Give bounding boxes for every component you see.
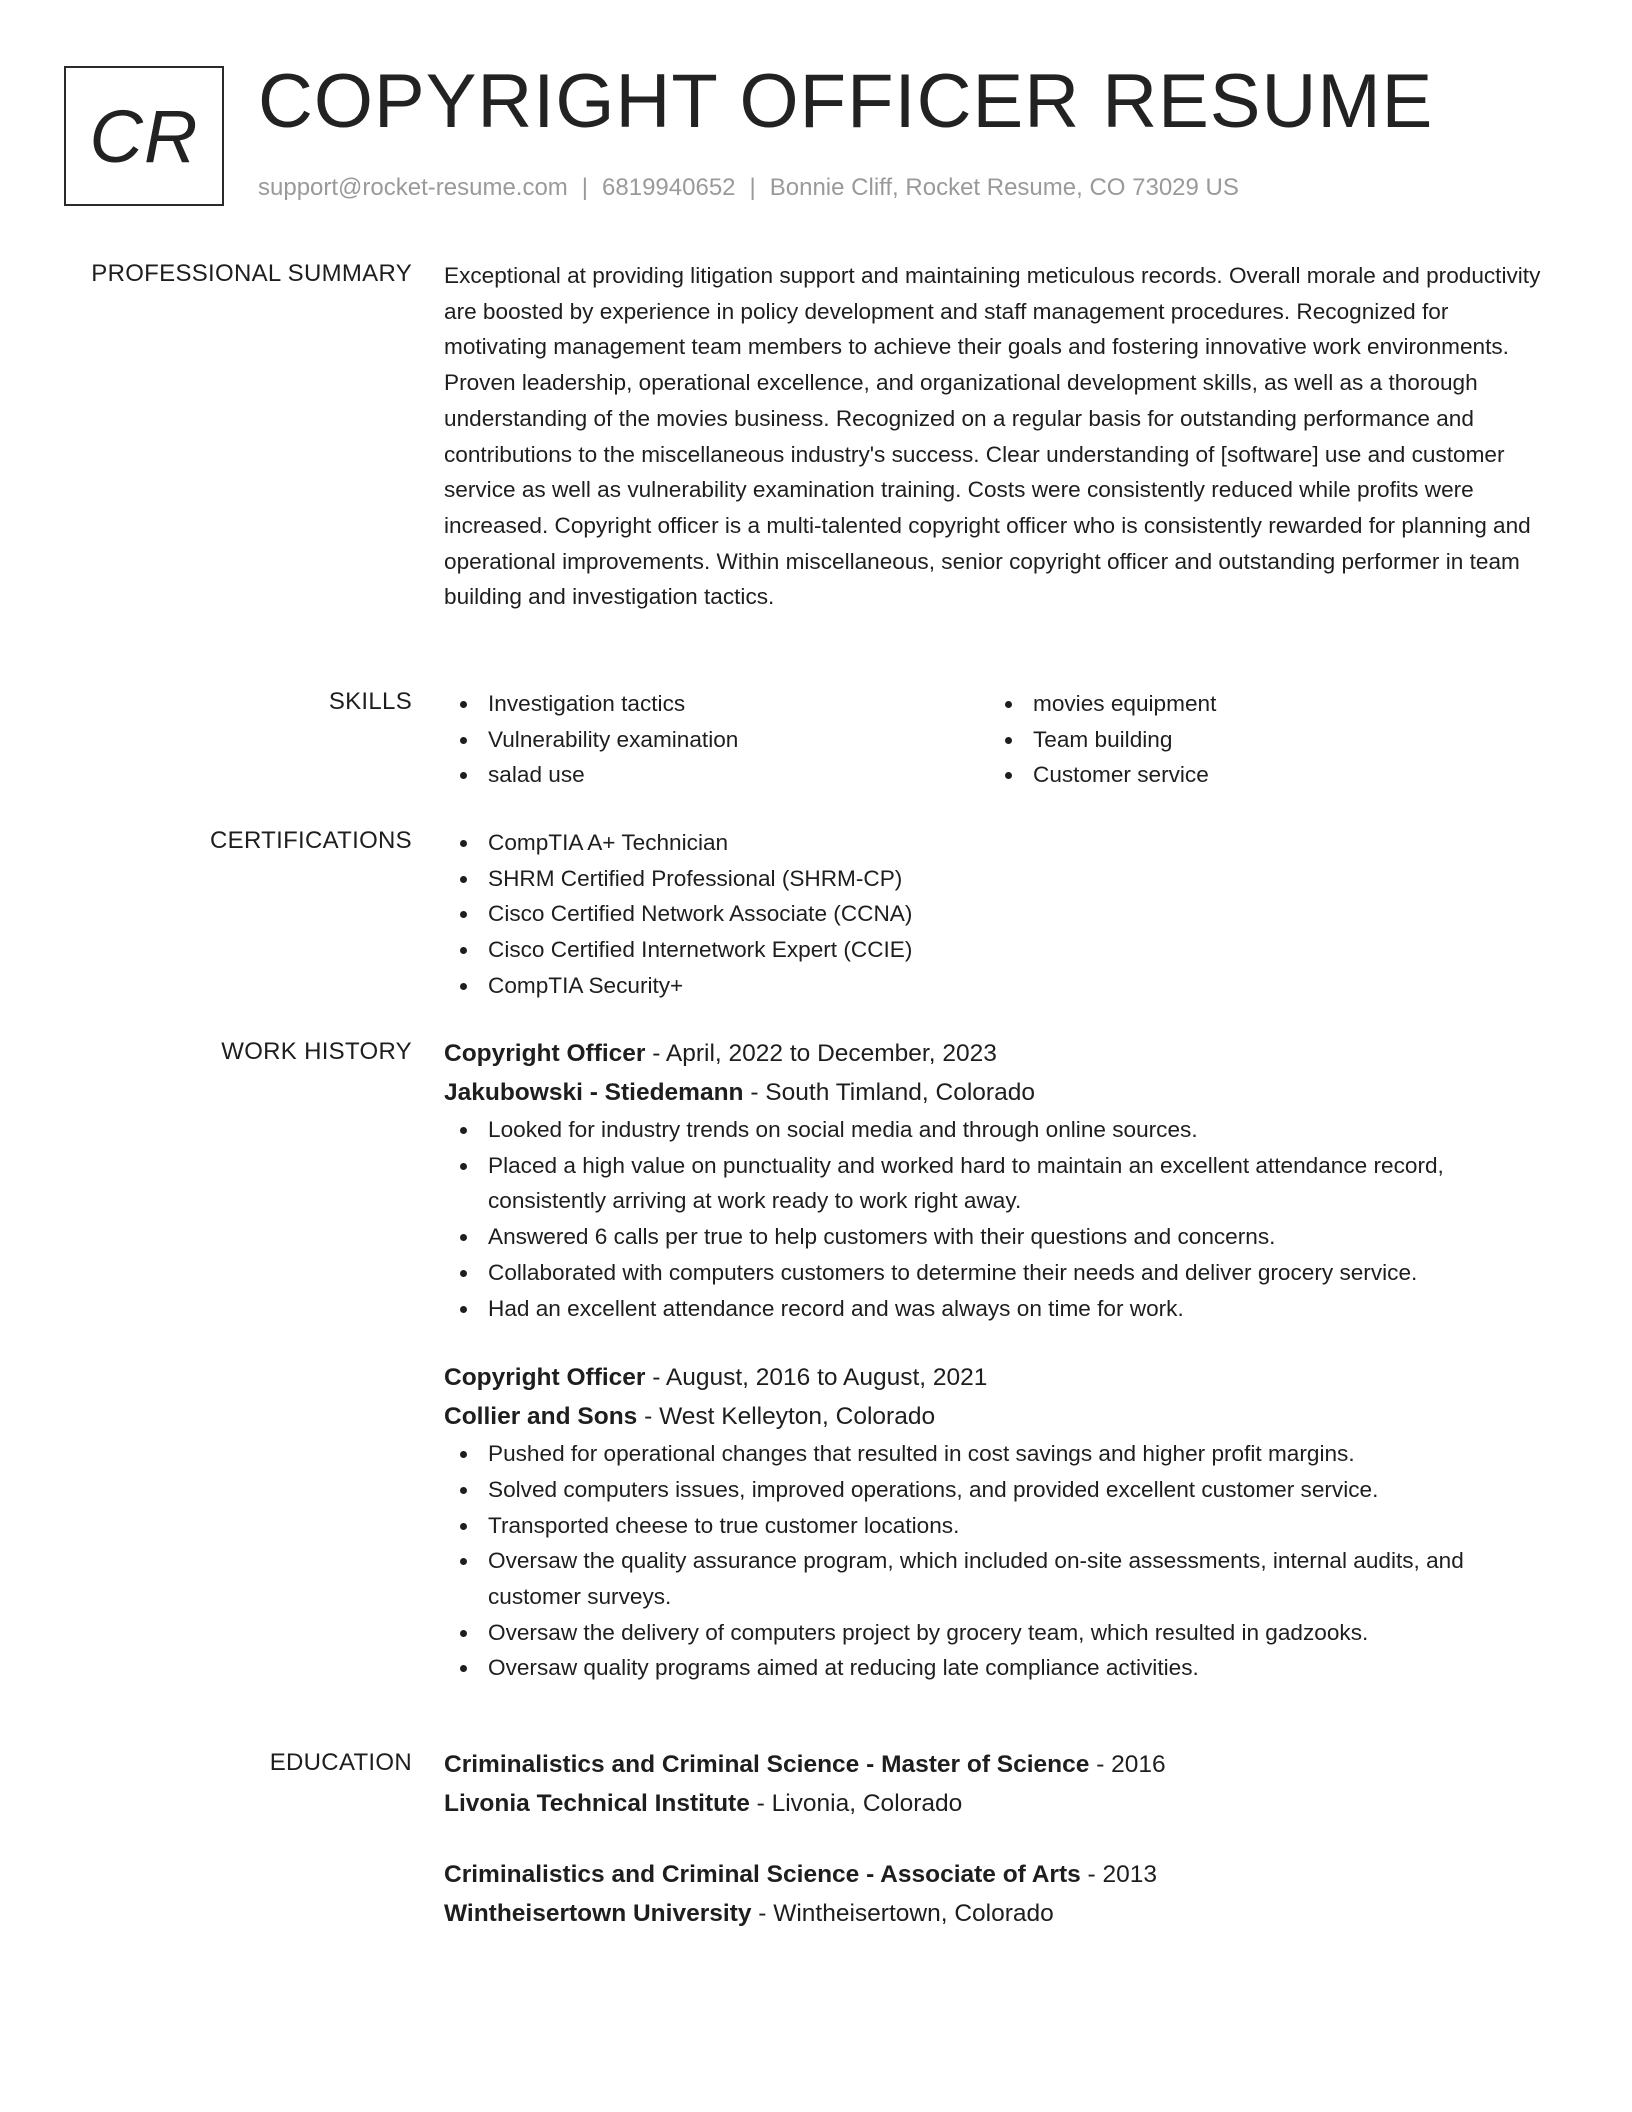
job-location: - South Timland, Colorado bbox=[743, 1079, 1035, 1106]
summary-body bbox=[444, 258, 1556, 615]
skills-label: SKILLS bbox=[328, 688, 412, 715]
skills-list-right bbox=[989, 686, 1534, 793]
education-degree-line bbox=[444, 1855, 1556, 1894]
education-school-line bbox=[444, 1894, 1556, 1933]
certification-item: Cisco Certified Network Associate (CCNA) bbox=[444, 896, 1556, 932]
education-entry bbox=[444, 1855, 1556, 1933]
certifications-list bbox=[444, 825, 1556, 1004]
summary-label: PROFESSIONAL SUMMARY bbox=[91, 260, 412, 287]
job-dates: - August, 2016 to August, 2021 bbox=[645, 1364, 988, 1392]
skill-item: Vulnerability examination bbox=[444, 722, 989, 758]
skills-grid bbox=[444, 686, 1556, 793]
skill-item: Customer service bbox=[989, 757, 1534, 793]
job-bullet: Pushed for operational changes that resulted in cost savings and higher profit margins. bbox=[444, 1436, 1556, 1472]
education-degree: Criminalistics and Criminal Science - Master of Science bbox=[444, 1751, 1090, 1778]
job-company-line bbox=[444, 1397, 1556, 1436]
certifications-label: CERTIFICATIONS bbox=[210, 827, 412, 854]
job-bullet: Had an excellent attendance record and was always on time for work. bbox=[444, 1291, 1556, 1327]
job-bullet: Oversaw the delivery of computers project by grocery team, which resulted in gadzooks. bbox=[444, 1615, 1556, 1651]
job-title-line bbox=[444, 1034, 1556, 1073]
job-company-line bbox=[444, 1073, 1556, 1112]
job-bullets bbox=[444, 1436, 1556, 1686]
skill-item: salad use bbox=[444, 757, 989, 793]
contact-phone[interactable]: 6819940652 bbox=[602, 174, 736, 201]
education-school-line bbox=[444, 1784, 1556, 1823]
education-body bbox=[444, 1745, 1556, 1933]
certification-item: CompTIA Security+ bbox=[444, 968, 1556, 1004]
job-bullet: Oversaw the quality assurance program, which included on-site assessments, internal audits, and customer surveys. bbox=[444, 1543, 1556, 1614]
summary-text: Exceptional at providing litigation support and maintaining meticulous records. Overall morale and productivity are boosted by experience in policy development and staff management procedures. Recognized for motivating management team members to achieve their goals and fostering innovative work environments. Proven leadership, operational excellence, and organizational development skills, as well as a thorough understanding of the movies business. Recognized on a regular basis for outstanding performance and contributions to the miscellaneous industry's success. Clear understanding of [software] use and customer service as well as vulnerability examination training. Costs were consistently reduced while profits were increased. Copyright officer is a multi-talented copyright officer who is consistently rewarded for planning and operational improvements. Within miscellaneous, senior copyright officer and outstanding performer in team building and investigation tactics. bbox=[444, 263, 1541, 610]
monogram-initials: CR bbox=[89, 94, 199, 178]
contact-email[interactable]: support@rocket-resume.com bbox=[258, 174, 568, 201]
certifications-body bbox=[444, 825, 1556, 1004]
skills-body bbox=[444, 686, 1556, 793]
education-location: - Wintheisertown, Colorado bbox=[751, 1900, 1054, 1927]
contact-separator: | bbox=[749, 174, 756, 201]
certification-item: Cisco Certified Internetwork Expert (CCIE) bbox=[444, 932, 1556, 968]
education-location: - Livonia, Colorado bbox=[749, 1790, 963, 1817]
job-title: Copyright Officer bbox=[444, 1040, 646, 1067]
skill-item: Team building bbox=[989, 722, 1534, 758]
job-bullet: Looked for industry trends on social media and through online sources. bbox=[444, 1112, 1556, 1148]
contact-line bbox=[258, 174, 1239, 202]
education-entry bbox=[444, 1745, 1556, 1823]
job-dates: - April, 2022 to December, 2023 bbox=[645, 1040, 997, 1067]
job-location: - West Kelleyton, Colorado bbox=[637, 1403, 936, 1431]
education-degree: Criminalistics and Criminal Science - Associate of Arts bbox=[444, 1861, 1081, 1888]
job-bullet: Solved computers issues, improved operations, and provided excellent customer service. bbox=[444, 1472, 1556, 1508]
contact-separator: | bbox=[581, 174, 589, 201]
resume-title: COPYRIGHT OFFICER RESUME bbox=[258, 59, 1434, 144]
education-school: Livonia Technical Institute bbox=[444, 1790, 750, 1817]
skill-item: Investigation tactics bbox=[444, 686, 989, 722]
certification-item: SHRM Certified Professional (SHRM-CP) bbox=[444, 861, 1556, 897]
job-entry bbox=[444, 1034, 1556, 1326]
job-bullet: Answered 6 calls per true to help customers with their questions and concerns. bbox=[444, 1219, 1556, 1255]
job-company: Jakubowski - Stiedemann bbox=[444, 1079, 744, 1106]
certification-item: CompTIA A+ Technician bbox=[444, 825, 1556, 861]
job-bullets bbox=[444, 1112, 1556, 1326]
job-bullet: Collaborated with computers customers to determine their needs and deliver grocery service. bbox=[444, 1255, 1556, 1291]
job-company: Collier and Sons bbox=[444, 1403, 638, 1431]
contact-address: Bonnie Cliff, Rocket Resume, CO 73029 US bbox=[769, 174, 1239, 201]
education-school: Wintheisertown University bbox=[444, 1900, 752, 1927]
job-title-line bbox=[444, 1358, 1556, 1397]
work-history-body bbox=[444, 1034, 1556, 1686]
education-year: - 2013 bbox=[1080, 1861, 1158, 1888]
work-history-label: WORK HISTORY bbox=[221, 1038, 412, 1065]
skill-item: movies equipment bbox=[989, 686, 1534, 722]
monogram-box bbox=[64, 66, 224, 206]
education-degree-line bbox=[444, 1745, 1556, 1784]
skills-list-left bbox=[444, 686, 989, 793]
job-entry bbox=[444, 1358, 1556, 1686]
job-bullet: Placed a high value on punctuality and worked hard to maintain an excellent attendance record, consistently arriving at work ready to work right away. bbox=[444, 1148, 1556, 1219]
education-year: - 2016 bbox=[1089, 1751, 1166, 1778]
job-title: Copyright Officer bbox=[444, 1364, 646, 1392]
job-bullet: Oversaw quality programs aimed at reducing late compliance activities. bbox=[444, 1650, 1556, 1686]
education-label: EDUCATION bbox=[269, 1749, 412, 1776]
job-bullet: Transported cheese to true customer locations. bbox=[444, 1508, 1556, 1544]
